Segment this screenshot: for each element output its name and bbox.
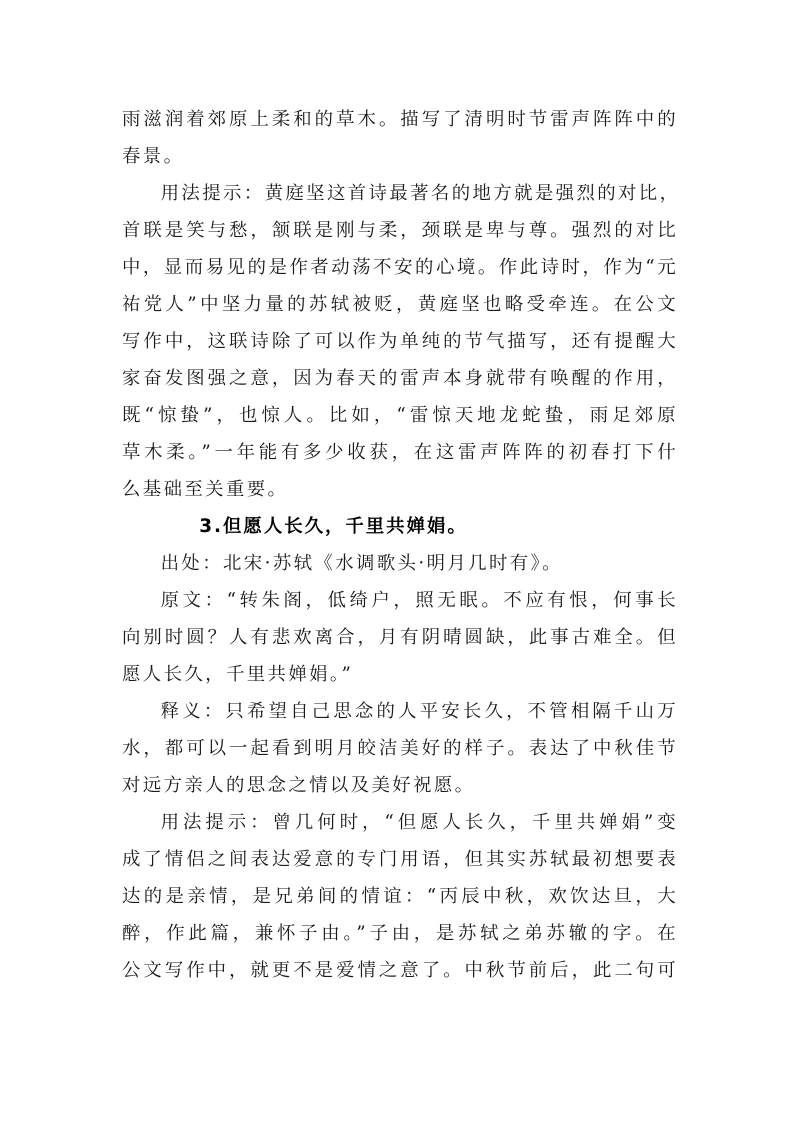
text-line: 春景。 (122, 146, 185, 167)
text-line: 祐党人”中坚力量的苏轼被贬，黄庭坚也略受牵连。在公文 (122, 294, 678, 315)
text-line: 草木柔。”一年能有多少收获，在这雷声阵阵的初春打下什 (122, 442, 678, 463)
text-line: 中，显而易见的是作者动荡不安的心境。作此诗时，作为“元 (122, 257, 678, 278)
text-line: 达的是亲情，是兄弟间的情谊：“丙辰中秋，欢饮达旦，大 (122, 886, 678, 907)
text-line: 写作中，这联诗除了可以作为单纯的节气描写，还有提醒大 (122, 331, 678, 352)
text-line: 愿人长久，千里共婵娟。” (122, 664, 354, 685)
section-heading-3 (122, 508, 678, 545)
text-line: 原文：“转朱阁，低绮户，照无眠。不应有恨，何事长 (160, 590, 678, 611)
text-line: 用法提示：黄庭坚这首诗最著名的地方就是强烈的对比， (160, 183, 681, 204)
text-line: 公文写作中，就更不是爱情之意了。中秋节前后，此二句可 (122, 960, 678, 981)
paragraph-source (122, 545, 678, 582)
heading-text: 3.但愿人长久，千里共婵娟。 (199, 516, 468, 537)
paragraph-usage-tip-1 (122, 175, 681, 508)
text-line: 释义：只希望自己思念的人平安长久，不管相隔千山万 (160, 701, 678, 722)
text-line: 出处：北宋·苏轼《水调歌头·明月几时有》。 (160, 553, 563, 574)
text-line: 用法提示：曾几何时，“但愿人长久，千里共婵娟”变 (160, 812, 678, 833)
text-line: 么基础至关重要。 (122, 479, 289, 500)
paragraph-usage-tip-2 (122, 804, 678, 989)
text-line: 对远方亲人的思念之情以及美好祝愿。 (122, 775, 476, 796)
text-line: 水，都可以一起看到明月皎洁美好的样子。表达了中秋佳节 (122, 738, 678, 759)
paragraph-meaning (122, 693, 678, 804)
text-line: 雨滋润着郊原上柔和的草木。描写了清明时节雷声阵阵中的 (122, 109, 678, 130)
text-line: 既“惊蛰”，也惊人。比如，“雷惊天地龙蛇蛰，雨足郊原 (122, 405, 678, 426)
text-line: 家奋发图强之意，因为春天的雷声本身就带有唤醒的作用， (122, 368, 678, 389)
paragraph-original-text (122, 582, 678, 693)
text-line: 向别时圆？人有悲欢离合，月有阴晴圆缺，此事古难全。但 (122, 627, 678, 648)
text-line: 首联是笑与愁，颔联是刚与柔，颈联是卑与尊。强烈的对比 (122, 220, 678, 241)
text-line: 醉，作此篇，兼怀子由。”子由，是苏轼之弟苏辙的字。在 (122, 923, 678, 944)
text-line: 成了情侣之间表达爱意的专门用语，但其实苏轼最初想要表 (122, 849, 678, 870)
paragraph-continuation (122, 101, 678, 175)
document-page (122, 101, 681, 989)
